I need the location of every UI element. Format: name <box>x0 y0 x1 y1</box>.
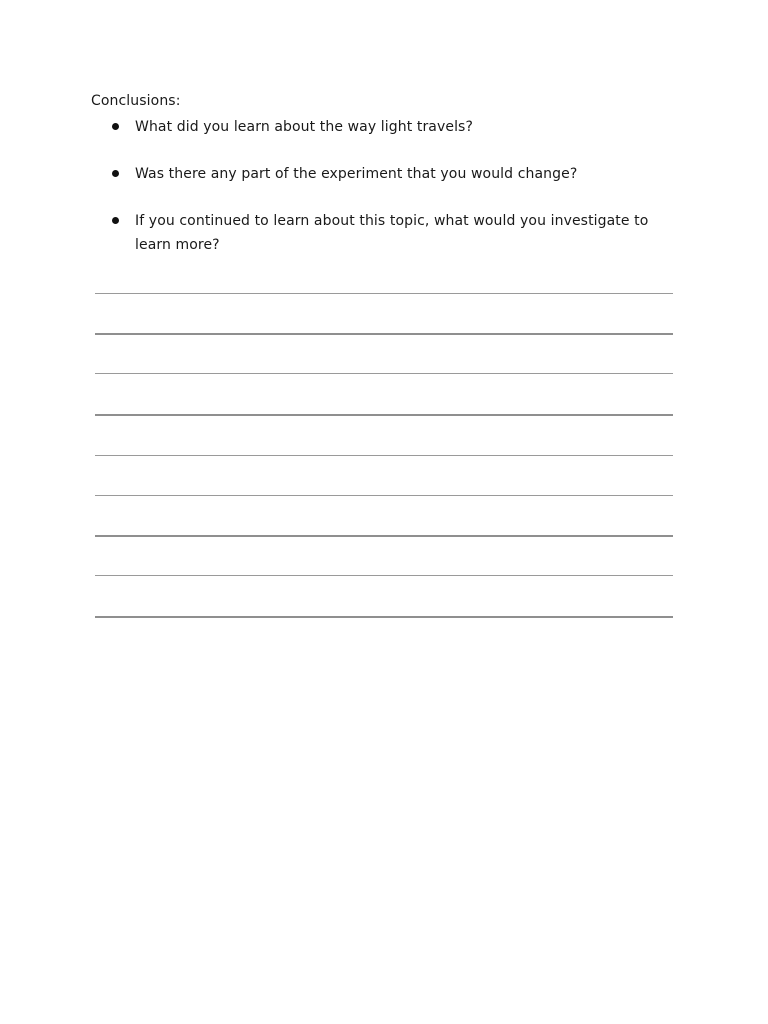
question-text: If you continued to learn about this topic, what would you investigate to learn more? <box>135 213 649 253</box>
answer-lines <box>95 0 673 1024</box>
writing-line <box>95 414 673 416</box>
conclusions-heading: Conclusions: <box>91 93 181 109</box>
writing-line <box>95 535 673 537</box>
question-text: What did you learn about the way light travels? <box>135 119 473 135</box>
writing-line <box>95 455 673 456</box>
writing-line <box>95 373 673 374</box>
writing-line <box>95 293 673 294</box>
writing-line <box>95 575 673 576</box>
writing-line <box>95 495 673 496</box>
writing-line <box>95 333 673 335</box>
writing-line <box>95 616 673 618</box>
question-text: Was there any part of the experiment that you would change? <box>135 166 578 182</box>
